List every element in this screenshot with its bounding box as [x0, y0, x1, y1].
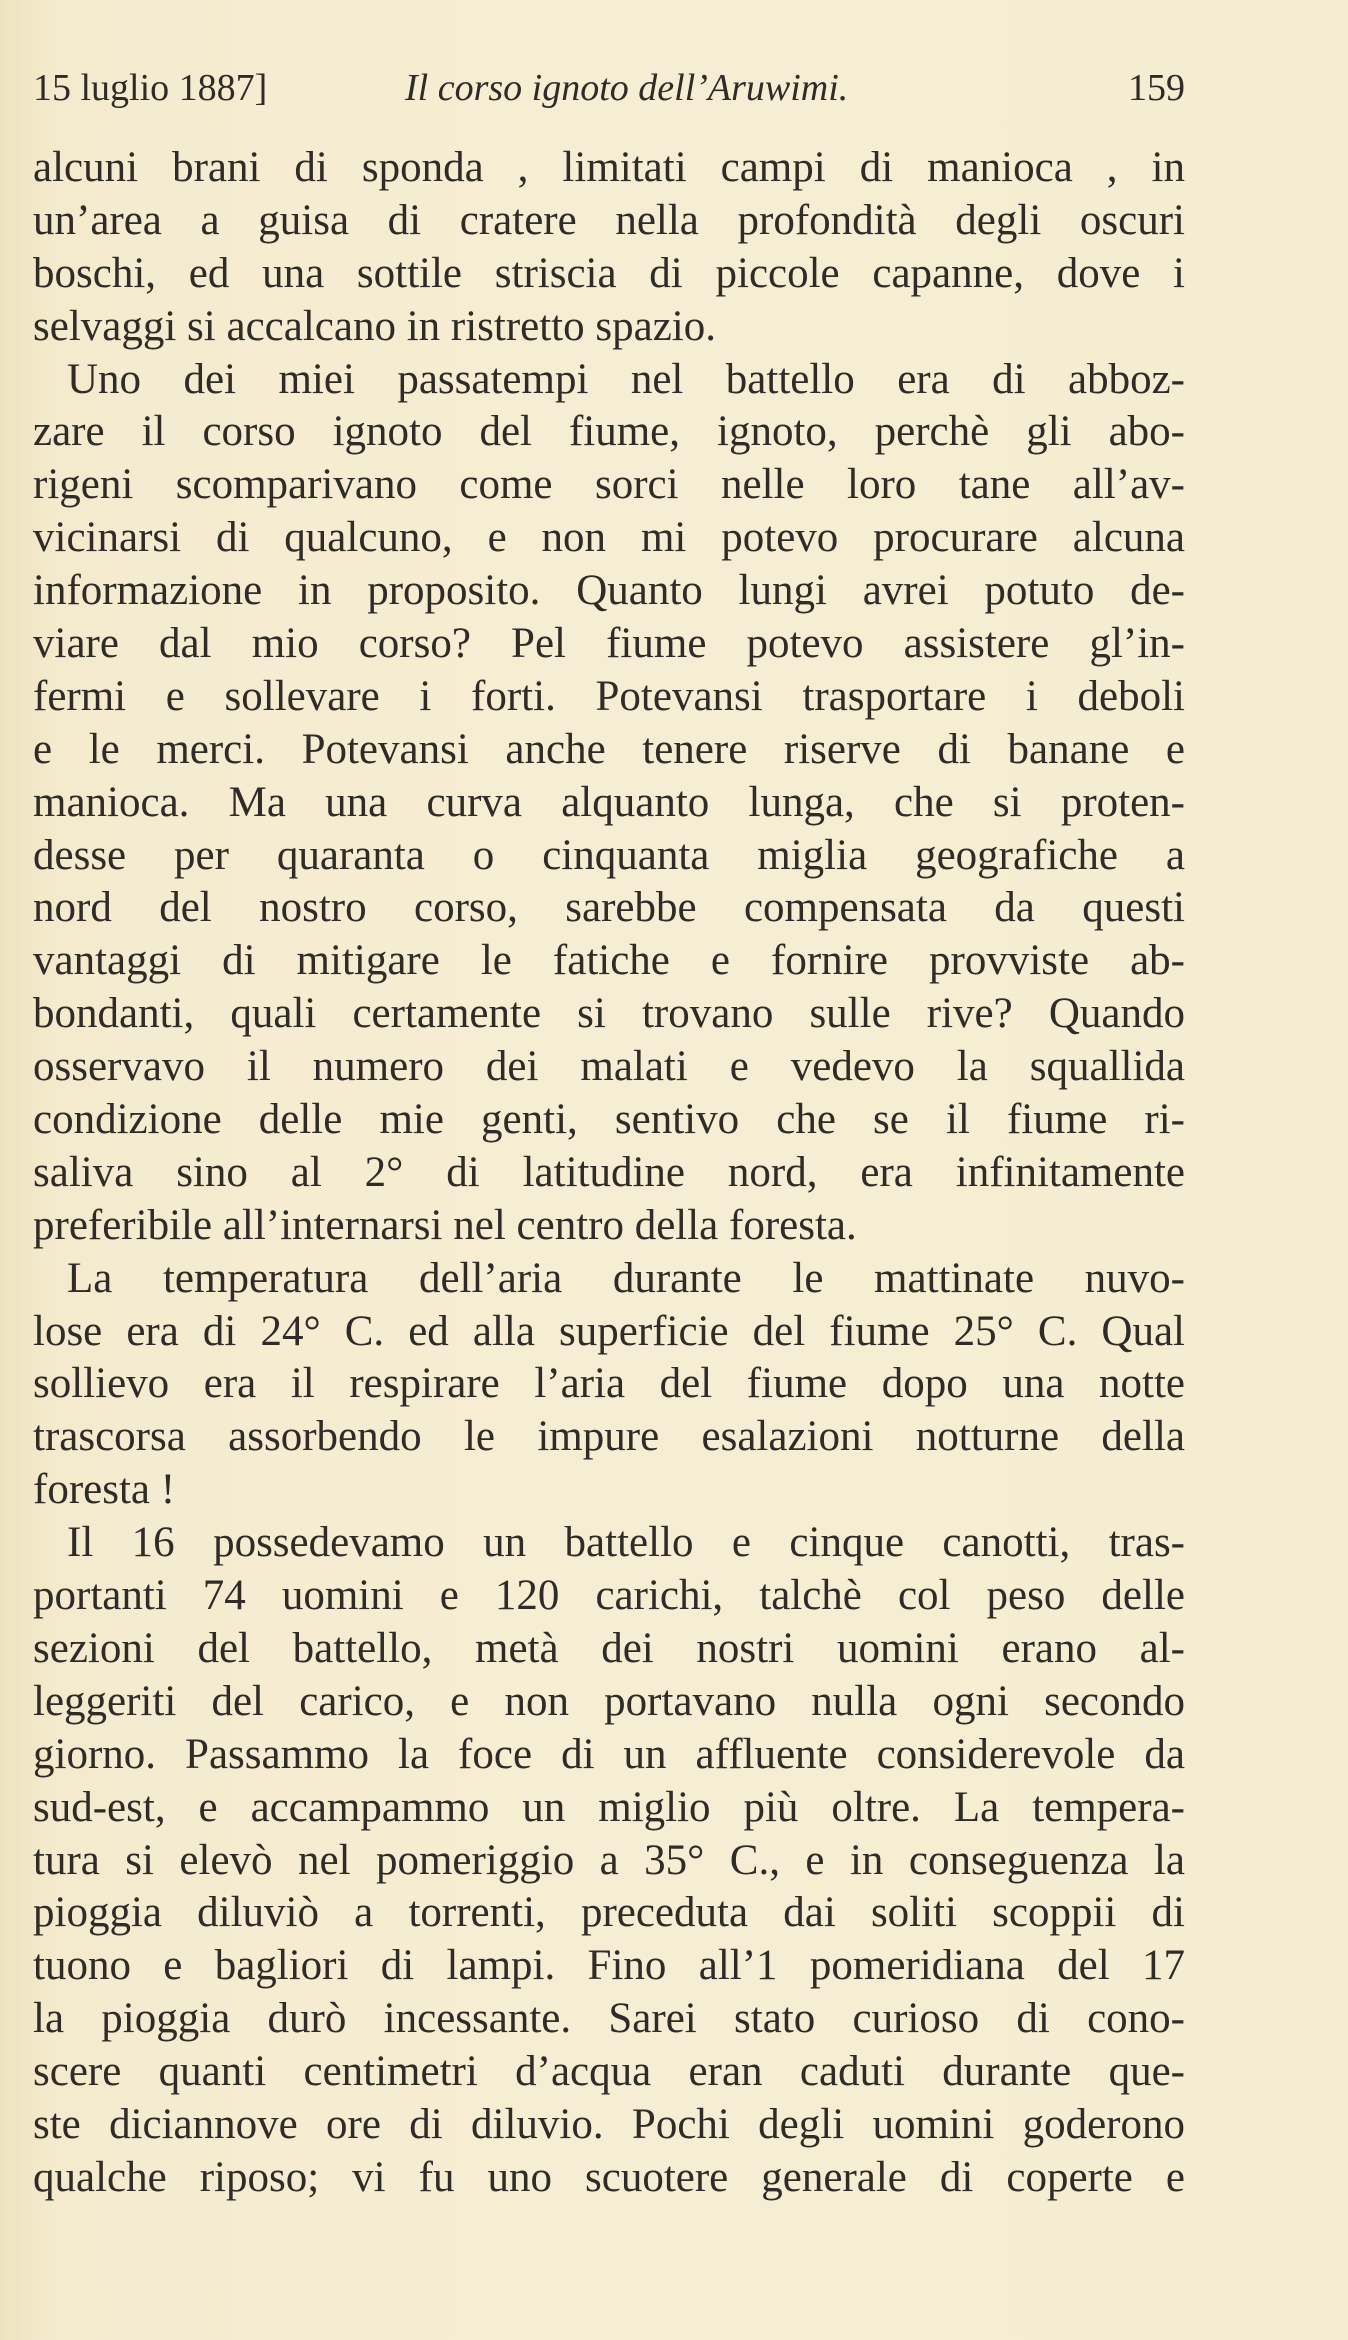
text-line: informazione in proposito. Quanto lungi avrei potuto de-: [33, 567, 1185, 615]
text-line: portanti 74 uomini e 120 carichi, talchè col peso delle: [33, 1572, 1185, 1620]
text-line: Uno dei miei passatempi nel battello era di abboz-: [67, 355, 1185, 403]
text-line: sollievo era il respirare l’aria del fiume dopo una notte: [33, 1360, 1185, 1408]
text-line: tura si elevò nel pomeriggio a 35° C., e in conseguenza la: [33, 1836, 1185, 1884]
text-line: vantaggi di mitigare le fatiche e fornire provviste ab-: [33, 937, 1185, 985]
text-line: sud-est, e accampammo un miglio più oltre. La tempera-: [33, 1783, 1185, 1831]
text-line: condizione delle mie genti, sentivo che se il fiume ri-: [33, 1096, 1185, 1144]
text-line: zare il corso ignoto del fiume, ignoto, perchè gli abo-: [33, 408, 1185, 456]
text-line: nord del nostro corso, sarebbe compensata da questi: [33, 884, 1185, 932]
text-line: manioca. Ma una curva alquanto lunga, che si proten-: [33, 778, 1185, 826]
text-line: scere quanti centimetri d’acqua eran caduti durante que-: [33, 2048, 1185, 2096]
text-line: qualche riposo; vi fu uno scuotere generale di coperte e: [33, 2153, 1185, 2201]
text-line: tuono e bagliori di lampi. Fino all’1 pomeridiana del 17: [33, 1942, 1185, 1990]
text-line: vicinarsi di qualcuno, e non mi potevo procurare alcuna: [33, 514, 1185, 562]
text-line: la pioggia durò incessante. Sarei stato curioso di cono-: [33, 1995, 1185, 2043]
text-line: Il 16 possedevamo un battello e cinque canotti, tras-: [67, 1519, 1185, 1567]
text-line: boschi, ed una sottile striscia di piccole capanne, dove i: [33, 249, 1185, 297]
header-title: Il corso ignoto dell’Aruwimi.: [405, 67, 849, 109]
body-text: [33, 142, 1185, 2205]
text-line: preferibile all’internarsi nel centro della foresta.: [33, 1201, 857, 1249]
text-line: leggeriti del carico, e non portavano nulla ogni secondo: [33, 1677, 1185, 1725]
page-number: 159: [1128, 67, 1185, 109]
text-line: selvaggi si accalcano in ristretto spazio.: [33, 302, 716, 350]
text-line: ste diciannove ore di diluvio. Pochi degli uomini goderono: [33, 2100, 1185, 2148]
text-line: fermi e sollevare i forti. Potevansi trasportare i deboli: [33, 672, 1185, 720]
text-line: La temperatura dell’aria durante le mattinate nuvo-: [67, 1254, 1185, 1302]
header-date: 15 luglio 1887]: [33, 67, 268, 109]
text-line: osservavo il numero dei malati e vedevo la squallida: [33, 1043, 1185, 1091]
text-line: bondanti, quali certamente si trovano sulle rive? Quando: [33, 990, 1185, 1038]
text-line: lose era di 24° C. ed alla superficie del fiume 25° C. Qual: [33, 1307, 1185, 1355]
text-line: alcuni brani di sponda , limitati campi di manioca , in: [33, 144, 1185, 191]
text-line: e le merci. Potevansi anche tenere riserve di banane e: [33, 725, 1185, 773]
text-line: un’area a guisa di cratere nella profondità degli oscuri: [33, 196, 1185, 244]
text-line: saliva sino al 2° di latitudine nord, era infinitamente: [33, 1148, 1185, 1196]
running-header: [33, 66, 1185, 118]
text-line: sezioni del battello, metà dei nostri uomini erano al-: [33, 1624, 1185, 1672]
text-line: pioggia diluviò a torrenti, preceduta dai soliti scoppii di: [33, 1889, 1185, 1937]
text-line: giorno. Passammo la foce di un affluente considerevole da: [33, 1730, 1185, 1778]
text-line: foresta !: [33, 1466, 176, 1514]
text-line: desse per quaranta o cinquanta miglia geografiche a: [33, 831, 1185, 879]
text-line: trascorsa assorbendo le impure esalazioni notturne della: [33, 1413, 1185, 1461]
text-line: rigeni scomparivano come sorci nelle loro tane all’av-: [33, 461, 1185, 509]
text-line: viare dal mio corso? Pel fiume potevo assistere gl’in-: [33, 620, 1185, 668]
